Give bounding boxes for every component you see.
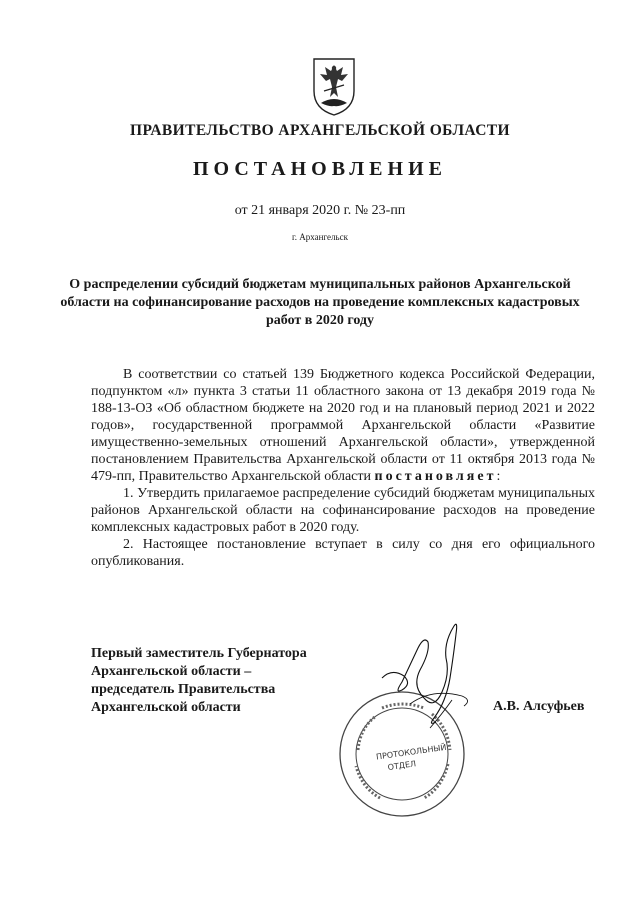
handwritten-signature <box>372 618 482 738</box>
preamble-text: В соответствии со статьей 139 Бюджетного кодекса Российской Федерации, подпунктом «л» пункта 3 статьи 11 областного закона от 13 декабря 2019 года № 188-13-ОЗ «Об областном бюджете на 2020 год и на плановый период 2021 и 2022 годов», государственной программой Архангельской области «Развитие имущественно-земельных отношений Архангельской области», утвержденной постановлением Правительства Архангельской области от 11 октября 2013 года № 479-пп, Правительство Архангельской области <box>91 367 595 484</box>
stamp-inner-line-1: ПРОТОКОЛЬНЫЙ <box>375 742 447 762</box>
position-line-4: Архангельской области <box>91 700 241 715</box>
position-line-3: председатель Правительства <box>91 682 276 697</box>
item-1: 1. Утвердить прилагаемое распределение субсидий бюджетам муниципальных районов Архангельской области на софинансирование расходов на проведение комплексных кадастровых работ в 2020 году. <box>91 486 595 535</box>
document-date-number: от 21 января 2020 г. № 23-пп <box>234 203 406 218</box>
coat-of-arms-icon <box>311 57 357 117</box>
document-body <box>91 366 595 570</box>
document-type: ПОСТАНОВЛЕНИЕ <box>193 158 447 180</box>
signatory-position <box>91 645 307 717</box>
signatory-name: А.В. Алсуфьев <box>493 699 585 714</box>
document-subject: О распределении субсидий бюджетам муниципальных районов Архангельской области на софинансирование расходов на проведение комплексных кадастровых работ в 2020 году <box>60 277 580 328</box>
government-title: ПРАВИТЕЛЬСТВО АРХАНГЕЛЬСКОЙ ОБЛАСТИ <box>129 122 510 139</box>
resolves-word: постановляет <box>374 469 497 484</box>
document-city: г. Архангельск <box>292 232 348 242</box>
preamble-paragraph <box>91 366 595 485</box>
item-2: 2. Настоящее постановление вступает в силу со дня его официального опубликования. <box>91 537 595 569</box>
resolves-colon: : <box>496 469 501 484</box>
position-line-2: Архангельской области – <box>91 664 252 679</box>
position-line-1: Первый заместитель Губернатора <box>91 646 307 661</box>
stamp-inner-line-2: ОТДЕЛ <box>387 759 417 773</box>
